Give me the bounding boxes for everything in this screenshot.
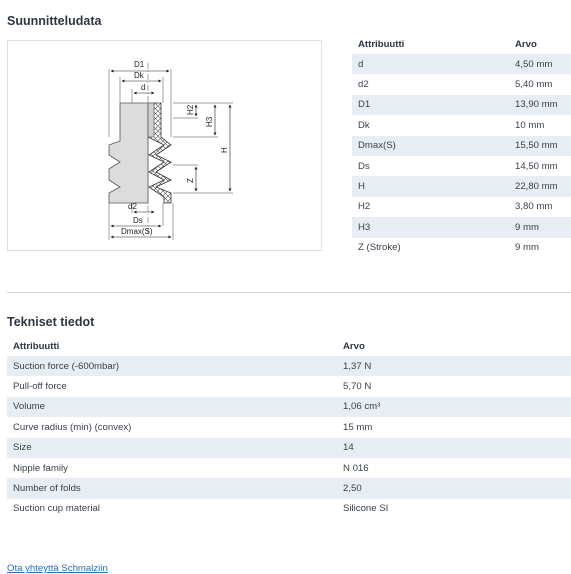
value-cell: 14 <box>337 438 571 458</box>
attribute-cell: Pull-off force <box>13 381 67 393</box>
attribute-cell: H <box>352 176 509 196</box>
label-d: d <box>141 83 146 92</box>
table-header-row <box>352 34 571 54</box>
design-data-table <box>352 34 571 258</box>
attribute-cell: H3 <box>352 217 509 237</box>
label-Dmax: Dmax(S) <box>121 227 153 236</box>
value-cell: 15 mm <box>343 421 373 433</box>
table-row <box>7 438 571 458</box>
value-cell: 10 mm <box>515 119 545 131</box>
table-row <box>352 197 571 217</box>
attribute-cell: Number of folds <box>7 478 337 498</box>
value-cell: 9 mm <box>509 217 571 237</box>
value-cell: 5,70 N <box>343 381 372 393</box>
table-row <box>352 54 571 74</box>
dimension-drawing <box>8 41 321 250</box>
column-header: Arvo <box>343 340 365 352</box>
attribute-cell: Ds <box>358 160 370 172</box>
label-D1: D1 <box>134 60 145 69</box>
value-cell: 22,80 mm <box>509 176 571 196</box>
tech-data-table <box>7 336 571 519</box>
table-row <box>7 417 571 437</box>
attribute-cell: Dk <box>358 119 370 131</box>
value-cell: 1,06 cm³ <box>337 397 571 417</box>
table-row <box>7 397 571 417</box>
attribute-cell: Nipple family <box>13 462 68 474</box>
attribute-cell: Dmax(S) <box>352 136 509 156</box>
table-row <box>7 458 571 478</box>
table-row <box>7 356 571 376</box>
value-cell: 14,50 mm <box>515 160 558 172</box>
column-header: Attribuutti <box>13 340 60 352</box>
table-header-row <box>7 336 571 356</box>
attribute-cell: Size <box>7 438 337 458</box>
label-H: H <box>220 147 229 153</box>
value-cell: 9 mm <box>515 242 539 254</box>
label-Ds: Ds <box>133 216 143 225</box>
cup-body-left <box>109 103 148 203</box>
value-cell: 5,40 mm <box>515 79 553 91</box>
column-header: Attribuutti <box>358 38 405 50</box>
tech-data-heading: Tekniset tiedot <box>7 315 95 329</box>
table-row <box>352 115 571 135</box>
attribute-cell: Suction force (-600mbar) <box>7 356 337 376</box>
attribute-cell: Z (Stroke) <box>358 242 401 254</box>
section-divider <box>7 292 571 293</box>
label-d2: d2 <box>128 202 137 211</box>
design-data-heading: Suunnitteludata <box>7 14 102 28</box>
value-cell: 15,50 mm <box>509 136 571 156</box>
attribute-cell: H2 <box>358 201 371 213</box>
value-cell: 2,50 <box>337 478 571 498</box>
label-H3: H3 <box>205 116 214 127</box>
table-row <box>352 95 571 115</box>
table-row <box>352 217 571 237</box>
suction-cup-diagram <box>7 40 322 251</box>
value-cell: 4,50 mm <box>509 54 571 74</box>
table-row <box>352 238 571 258</box>
table-row <box>352 136 571 156</box>
value-cell: 13,90 mm <box>509 95 571 115</box>
column-header: Arvo <box>515 38 537 50</box>
attribute-cell: d <box>352 54 509 74</box>
table-row <box>352 156 571 176</box>
contact-schmalz-link[interactable]: Ota yhteyttä Schmalziin <box>7 563 108 574</box>
attribute-cell: Volume <box>7 397 337 417</box>
table-row <box>352 74 571 94</box>
value-cell: 3,80 mm <box>515 201 553 213</box>
attribute-cell: d2 <box>358 79 369 91</box>
table-row <box>7 499 571 519</box>
table-row <box>352 176 571 196</box>
label-H2: H2 <box>186 104 195 115</box>
value-cell: Silicone SI <box>343 503 389 515</box>
label-Z: Z <box>186 178 195 183</box>
table-row <box>7 376 571 396</box>
label-Dk: Dk <box>134 71 144 80</box>
value-cell: 1,37 N <box>337 356 571 376</box>
attribute-cell: D1 <box>352 95 509 115</box>
value-cell: N 016 <box>343 462 369 474</box>
attribute-cell: Curve radius (min) (convex) <box>13 421 132 433</box>
table-row <box>7 478 571 498</box>
attribute-cell: Suction cup material <box>13 503 100 515</box>
